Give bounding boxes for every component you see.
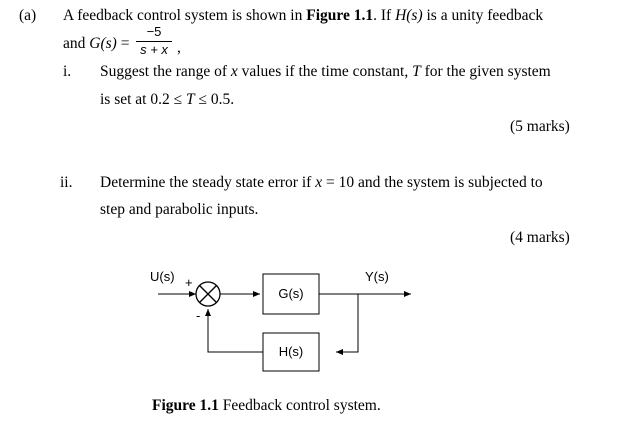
intro-line-2: and G(s) = bbox=[63, 35, 130, 52]
sub-i-line-1: Suggest the range of x values if the time constant, T for the given system bbox=[100, 63, 551, 80]
sub-ii-line-1: Determine the steady state error if x = 10 and the system is subjected to bbox=[100, 174, 543, 191]
plus-sign: + bbox=[185, 275, 193, 290]
figure-reference: Figure 1.1 bbox=[306, 7, 374, 24]
sub-i-line-2: is set at 0.2 ≤ T ≤ 0.5. bbox=[100, 91, 235, 108]
intro-line-1: A feedback control system is shown in Figure 1.1. If H(s) is a unity feedback bbox=[63, 7, 544, 24]
figure-caption: Figure 1.1 Feedback control system. bbox=[152, 397, 381, 414]
sub-ii-line-2: step and parabolic inputs. bbox=[100, 201, 259, 218]
transfer-fn-denominator: s + x bbox=[140, 42, 168, 57]
feedback-pickoff-line bbox=[336, 294, 358, 352]
output-label: Y(s) bbox=[365, 269, 389, 284]
input-label: U(s) bbox=[150, 269, 175, 284]
forward-block-label: G(s) bbox=[278, 286, 304, 301]
transfer-fn-numerator: −5 bbox=[146, 24, 162, 39]
minus-sign: - bbox=[196, 308, 201, 323]
part-label: (a) bbox=[19, 7, 37, 24]
sub-i-marks: (5 marks) bbox=[510, 118, 570, 135]
feedback-return-line bbox=[208, 309, 263, 352]
summing-junction-icon bbox=[196, 282, 220, 306]
sub-ii-label: ii. bbox=[60, 174, 73, 191]
feedback-block-label: H(s) bbox=[278, 344, 304, 359]
sub-ii-marks: (4 marks) bbox=[510, 229, 570, 246]
sub-i-label: i. bbox=[63, 63, 72, 80]
intro-comma: , bbox=[177, 39, 181, 56]
